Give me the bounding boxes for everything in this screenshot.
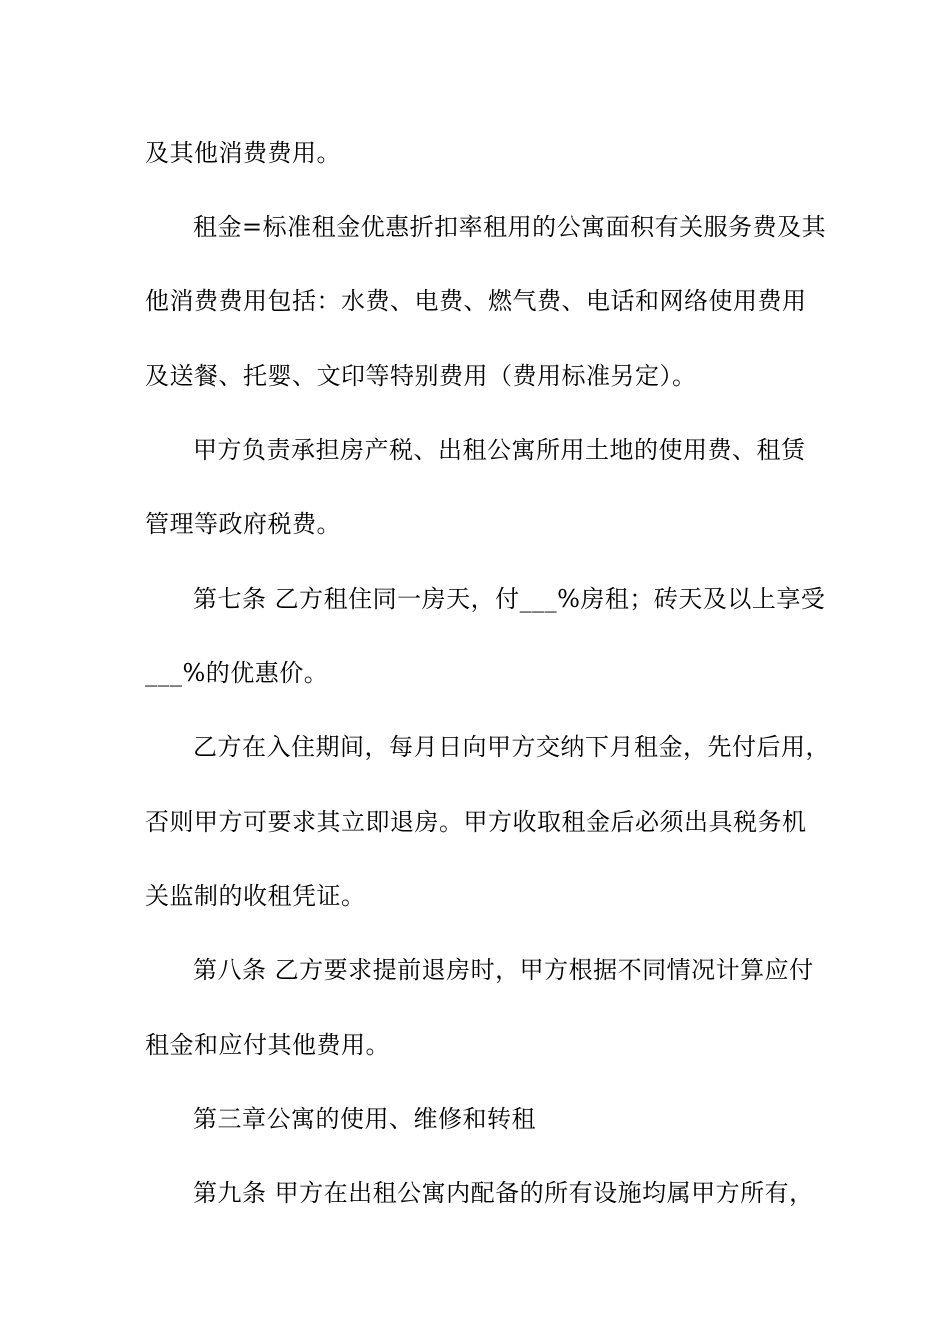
text-line: 及其他消费费用。 [145,139,341,167]
text-line: 乙方在入住期间，每月日向甲方交纳下月租金，先付后用， [193,733,830,761]
text-line: 第七条 乙方租住同一房天，付___%房租；砖天及以上享受 [193,585,826,613]
text-line: 及送餐、托婴、文印等特别费用（费用标准另定）。 [145,362,697,390]
text-line: 否则甲方可要求其立即退房。甲方收取租金后必须出具税务机 [145,808,807,836]
text-line: 租金=标准租金优惠折扣率租用的公寓面积有关服务费及其 [193,213,827,241]
text-line: ___%的优惠价。 [145,659,329,687]
text-line: 第八条 乙方要求提前退房时，甲方根据不同情况计算应付 [193,956,814,984]
text-line: 管理等政府税费。 [145,510,341,538]
text-line: 第九条 甲方在出租公寓内配备的所有设施均属甲方所有， [193,1179,814,1207]
text-line: 关监制的收租凭证。 [145,882,366,910]
text-line: 他消费费用包括：水费、电费、燃气费、电话和网络使用费用 [145,287,807,315]
text-line: 甲方负责承担房产税、出租公寓所用土地的使用费、租赁 [193,436,806,464]
text-line: 租金和应付其他费用。 [145,1031,390,1059]
section-heading: 第三章公寓的使用、维修和转租 [193,1105,536,1133]
